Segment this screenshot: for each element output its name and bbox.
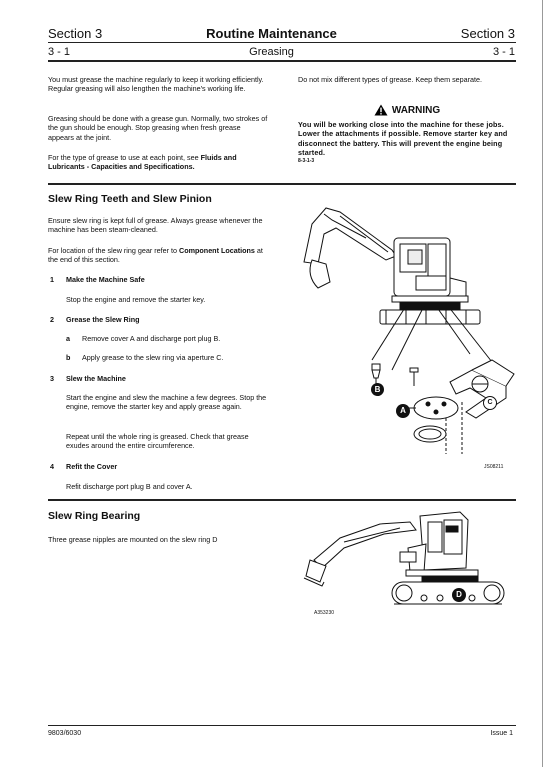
- intro-paragraph-2: Greasing should be done with a grease gun. Normally, two strokes of the gun should be enough. Stop greasing when fresh grease appears at the joint.: [48, 114, 268, 142]
- step-3-number: 3: [50, 374, 54, 383]
- warning-title: WARNING: [391, 104, 441, 116]
- callout-b-badge: B: [371, 383, 384, 396]
- slew-bearing-heading: Slew Ring Bearing: [48, 510, 141, 522]
- subheader-rule: [48, 60, 516, 62]
- step-2a-letter: a: [66, 334, 70, 343]
- step-4-title: Refit the Cover: [66, 462, 118, 471]
- step-4-number: 4: [50, 462, 54, 471]
- figure-ref-1: JS08211: [484, 464, 504, 470]
- step-1-title: Make the Machine Safe: [66, 275, 145, 284]
- page-number-right: 3 - 1: [492, 46, 515, 58]
- intro-paragraph-3-link: Fluids and Lubricants - Capacities and Specifications.: [48, 153, 237, 172]
- step-4-text: Refit discharge port plug B and cover A.: [66, 482, 193, 491]
- step-2-number: 2: [50, 315, 54, 324]
- step-2b-text: Apply grease to the slew ring via aperture C.: [82, 353, 224, 362]
- warning-ref: 8-3-1-3: [298, 157, 315, 164]
- section-rule-1: [48, 183, 516, 185]
- intro-paragraph-1: You must grease the machine regularly to keep it working efficiently. Regular greasing will also lengthen the machine's working life.: [48, 75, 264, 94]
- header-rule: [48, 42, 516, 43]
- page-number-left: 3 - 1: [48, 46, 71, 58]
- issue-number: Issue 1: [490, 730, 513, 737]
- warning-triangle-icon: [374, 104, 388, 116]
- step-3-title: Slew the Machine: [66, 374, 126, 383]
- slew-teeth-location: [48, 246, 270, 265]
- step-2b-letter: b: [66, 353, 71, 362]
- figure-ref-2: A353230: [314, 610, 335, 616]
- step-2-title: Grease the Slew Ring: [66, 315, 140, 324]
- slew-bearing-illustration: [300, 508, 512, 616]
- section-rule-2: [48, 499, 516, 501]
- location-link: Component Locations: [179, 246, 255, 255]
- warning-box: [298, 104, 516, 164]
- warning-heading: [298, 104, 516, 116]
- grease-mix-note: Do not mix different types of grease. Keep them separate.: [298, 75, 483, 84]
- step-2a-text: Remove cover A and discharge port plug B.: [82, 334, 221, 343]
- slew-teeth-intro: Ensure slew ring is kept full of grease. Always grease whenever the machine has been steam-cleaned.: [48, 216, 263, 235]
- section-label-left: Section 3: [48, 26, 103, 41]
- document-number: 9803/6030: [48, 730, 82, 737]
- intro-paragraph-3-prefix: For the type of grease to use at each point, see: [48, 153, 201, 162]
- callout-c-badge: C: [483, 396, 497, 410]
- slew-ring-illustration: [296, 198, 516, 464]
- intro-paragraph-3: [48, 153, 270, 172]
- warning-text: You will be working close into the machine for these jobs. Lower the attachments if possible. Remove starter key and disconnect the battery. This will prevent the engine being started.: [298, 120, 508, 158]
- callout-d-badge: D: [452, 588, 466, 602]
- page-title: Routine Maintenance: [206, 26, 337, 41]
- location-prefix: For location of the slew ring gear refer to: [48, 246, 180, 255]
- section-label-right: Section 3: [460, 26, 515, 41]
- step-3-text-2: Repeat until the whole ring is greased. Check that grease exudes around the entire circumference.: [66, 432, 249, 451]
- step-1-text: Stop the engine and remove the starter key.: [66, 295, 206, 304]
- footer-rule: [48, 725, 516, 726]
- step-1-number: 1: [50, 275, 54, 284]
- location-suffix: at the end of this section.: [48, 246, 263, 265]
- page-subtitle: Greasing: [249, 46, 294, 58]
- slew-bearing-text: Three grease nipples are mounted on the slew ring D: [48, 535, 218, 544]
- slew-teeth-heading: Slew Ring Teeth and Slew Pinion: [48, 193, 212, 205]
- step-3-text: Start the engine and slew the machine a few degrees. Stop the engine, remove the starter key and apply grease again.: [66, 393, 267, 412]
- callout-a-badge: A: [396, 404, 410, 418]
